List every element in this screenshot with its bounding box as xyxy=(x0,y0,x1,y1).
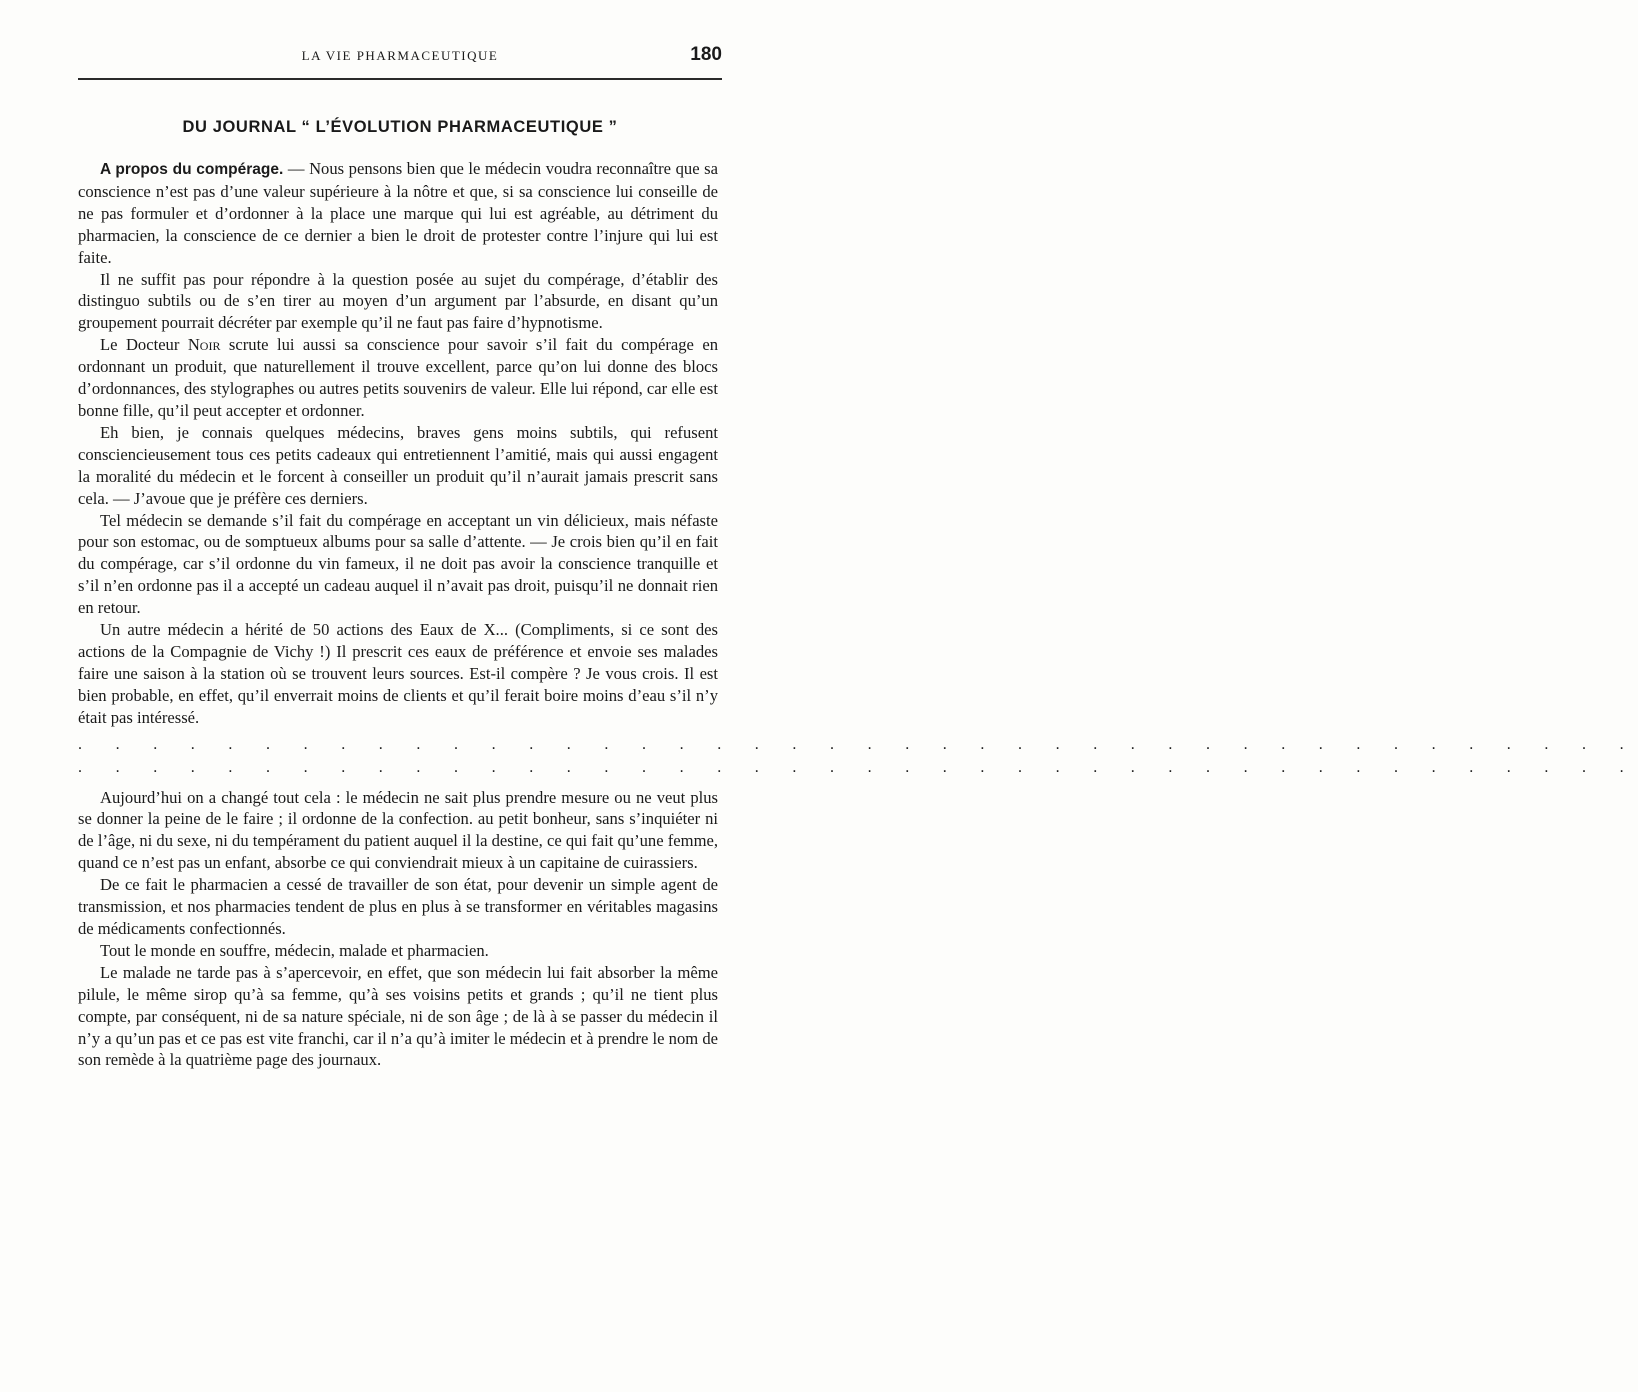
article-title: DU JOURNAL “ L’ÉVOLUTION PHARMACEUTIQUE ” xyxy=(182,118,618,136)
paragraph-5: Tel médecin se demande s’il fait du compérage en acceptant un vin délicieux, mais néfaste pour son estomac, ou de somptueux albums pour sa salle d’attente. — Je crois bien qu’il en fait du compérage, car s’il ordonne du vin fameux, il ne doit pas avoir la conscience tranquille et s’il n’en ordonne pas il a accepté un cadeau auquel il n’avait pas droit, puisqu’il ne donnait rien en retour. xyxy=(78,510,718,618)
dotted-line: . . . . . . . . . . . . . . . . . . . . . . . . . . . . . . . . . . . . . . . . . . xyxy=(78,735,1638,753)
header-rule xyxy=(78,78,722,80)
paragraph-3 xyxy=(78,334,718,422)
paragraph-9: Tout le monde en souffre, médecin, malade et pharmacien. xyxy=(100,940,489,960)
paragraph-2: Il ne suffit pas pour répondre à la question posée au sujet du compérage, d’établir des distinguo subtils ou de s’en tirer au moyen d’un argument par l’absurde, en disant qu’un groupement pourrait décréter par exemple qu’il ne faut pas faire d’hypnotisme. xyxy=(78,269,718,333)
paragraph-7: Aujourd’hui on a changé tout cela : le médecin ne sait plus prendre mesure ou ne veut plus se donner la peine de le faire ; il ordonne de la confection. au petit bonheur, sans s’inquiéter ni de l’âge, ni du sexe, ni du tempérament du patient auquel il la destine, ce qui fait qu’une femme, quand ce n’est pas un enfant, absorbe ce qui conviendrait mieux à un capitaine de cuirassiers. xyxy=(78,787,718,873)
dotted-line: . . . . . . . . . . . . . . . . . . . . . . . . . . . . . . . . . . . . . . . . . . xyxy=(78,758,1638,776)
paragraph-3-start: Le Docteur xyxy=(100,335,188,355)
paragraph-lead: A propos du compérage. xyxy=(100,161,284,178)
paragraph-8: De ce fait le pharmacien a cessé de travailler de son état, pour devenir un simple agent de transmission, et nos pharmacies tendent de plus en plus à se transformer en véritables magasins de médicaments confectionnés. xyxy=(78,875,718,938)
running-title: LA VIE PHARMACEUTIQUE xyxy=(301,48,499,63)
paragraph-10: Le malade ne tarde pas à s’apercevoir, en effet, que son médecin lui fait absorber la même pilule, le même sirop qu’à sa femme, qu’à ses voisins petits et grands ; qu’il ne tient plus compte, par conséquent, ni de sa nature spéciale, ni de son âge ; de là à se passer du médecin il n’y a qu’un pas et ce pas est vite franchi, car il n’a qu’à imiter le médecin et à prendre le nom de son remède à la quatrième page des journaux. xyxy=(78,962,718,1070)
page-number: 180 xyxy=(690,44,722,65)
article-body xyxy=(78,158,1638,1071)
running-head xyxy=(78,44,722,68)
paragraph-3-rest: scrute lui aussi sa conscience pour savoir s’il fait du compérage en ordonnant un produit, que naturellement il trouve excellent, parce qu’on lui donne des blocs d’ordonnances, des stylographes ou autres petits souvenirs de valeur. Elle lui répond, car elle est bonne fille, qu’il peut accepter et ordonner. xyxy=(78,335,718,420)
paragraph-6: Un autre médecin a hérité de 50 actions des Eaux de X... (Compliments, si ce sont des actions de la Compagnie de Vichy !) Il prescrit ces eaux de préférence et envoie ses malades faire une saison à la station où se trouvent leurs sources. Est-il compère ? Je vous crois. Il est bien probable, en effet, qu’il enverrait moins de clients et qu’il ferait boire moins d’eau s’il n’y était pas intéressé. xyxy=(78,620,718,727)
paragraph-1 xyxy=(78,158,718,269)
paragraph-1-text: — Nous pensons bien que le médecin voudra reconnaître que sa conscience n’est pas d’une valeur supérieure à la nôtre et que, si sa conscience lui conseille de ne pas formuler et d’ordonner à la place une marque qui lui est agréable, au détriment du pharmacien, la conscience de ce dernier a bien le droit de protester contre l’injure qui lui est faite. xyxy=(78,159,718,267)
doctor-name: Noir xyxy=(187,335,221,355)
paragraph-4: Eh bien, je connais quelques médecins, braves gens moins subtils, qui refusent consciencieusement tous ces petits cadeaux qui entretiennent l’amitié, mais qui aussi engagent la moralité du médecin et le forcent à conseiller un produit qu’il n’aurait jamais prescrit sans cela. — J’avoue que je préfère ces derniers. xyxy=(78,422,718,508)
ellipsis-separator xyxy=(78,733,1638,779)
